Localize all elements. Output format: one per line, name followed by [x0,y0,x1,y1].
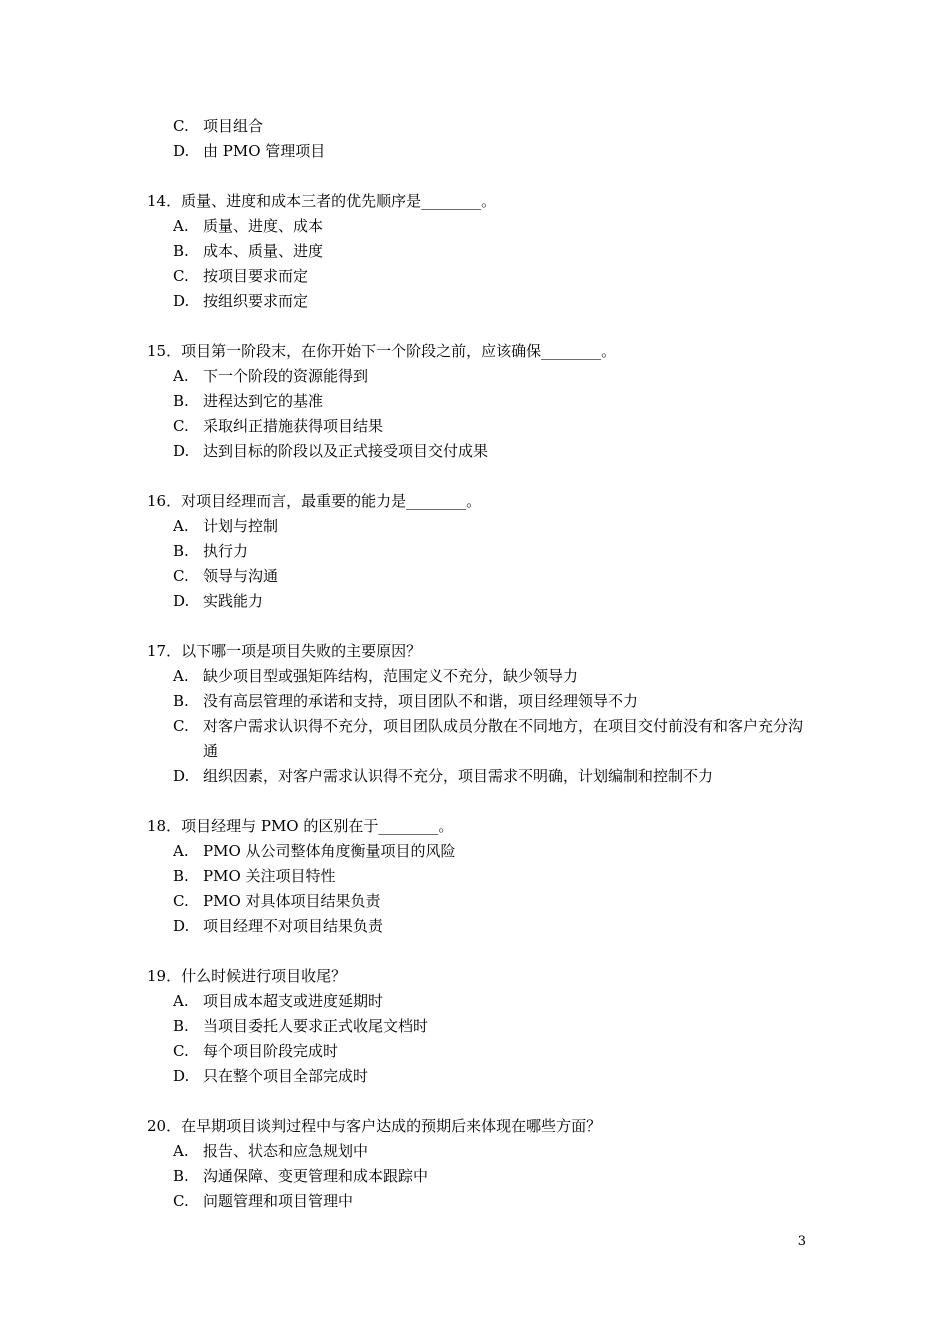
option-letter: C. [173,892,189,910]
option-list [147,839,827,939]
option-text: 按组织要求而定 [203,292,309,310]
question-block [147,639,827,789]
option-text: 只在整个项目全部完成时 [203,1067,369,1085]
option-item [147,114,827,139]
option-item [147,664,827,689]
option-letter: B. [173,542,189,560]
option-item [147,764,827,789]
option-letter: D. [173,292,190,310]
option-text: 项目成本超支或进度延期时 [203,992,384,1010]
option-text: 领导与沟通 [203,567,279,585]
question-stem: 16．对项目经理而言，最重要的能力是________。 [147,492,482,510]
question-block [147,114,827,164]
option-letter: C. [173,717,189,735]
option-letter: A. [173,667,189,685]
option-text: 报告、状态和应急规划中 [203,1142,369,1160]
option-letter: A. [173,217,189,235]
option-text: 项目组合 [203,117,264,135]
option-text: 采取纠正措施获得项目结果 [203,417,384,435]
option-item [147,589,827,614]
question-block [147,964,827,1089]
option-letter: B. [173,1017,189,1035]
option-list [147,989,827,1089]
option-text: 下一个阶段的资源能得到 [203,367,369,385]
option-item [147,914,827,939]
option-item [147,689,827,714]
option-item [147,539,827,564]
question-block [147,814,827,939]
option-text: 问题管理和项目管理中 [203,1192,354,1210]
option-letter: D. [173,592,190,610]
question-block [147,489,827,614]
option-item [147,364,827,389]
option-text: 质量、进度、成本 [203,217,324,235]
option-text: 按项目要求而定 [203,267,309,285]
question-stem: 20．在早期项目谈判过程中与客户达成的预期后来体现在哪些方面？ [147,1117,602,1135]
option-item [147,564,827,589]
option-letter: A. [173,992,189,1010]
option-item [147,264,827,289]
option-item [147,1014,827,1039]
option-text: 缺少项目型或强矩阵结构，范围定义不充分，缺少领导力 [203,667,579,685]
option-text: 执行力 [203,542,249,560]
option-text: 计划与控制 [203,517,279,535]
question-stem: 14．质量、进度和成本三者的优先顺序是________。 [147,192,497,210]
option-item [147,139,827,164]
option-letter: B. [173,392,189,410]
option-list [147,214,827,314]
question-stem: 15．项目第一阶段末，在你开始下一个阶段之前，应该确保________。 [147,342,617,360]
option-letter: D. [173,142,190,160]
option-item [147,1039,827,1064]
option-list [147,664,827,789]
option-item [147,1164,827,1189]
option-text: 达到目标的阶段以及正式接受项目交付成果 [203,442,489,460]
question-stem: 19．什么时候进行项目收尾？ [147,967,347,985]
question-block [147,1114,827,1214]
option-item [147,239,827,264]
option-text: PMO 从公司整体角度衡量项目的风险 [203,842,456,860]
option-letter: A. [173,842,189,860]
option-item [147,864,827,889]
option-letter: D. [173,1067,190,1085]
option-text: 当项目委托人要求正式收尾文档时 [203,1017,429,1035]
question-stem: 17．以下哪一项是项目失败的主要原因？ [147,642,422,660]
option-text: PMO 关注项目特性 [203,867,336,885]
option-list [147,1139,827,1214]
option-letter: C. [173,267,189,285]
option-text: 每个项目阶段完成时 [203,1042,339,1060]
question-block [147,339,827,464]
option-item [147,714,827,764]
question-stem: 18．项目经理与 PMO 的区别在于________。 [147,817,454,835]
page-number: 3 [797,1234,806,1249]
option-letter: B. [173,1167,189,1185]
option-letter: B. [173,867,189,885]
option-letter: C. [173,567,189,585]
option-text: 对客户需求认识得不充分，项目团队成员分散在不同地方，在项目交付前没有和客户充分沟通 [203,717,804,760]
option-item [147,839,827,864]
option-letter: D. [173,917,190,935]
option-text: 组织因素，对客户需求认识得不充分，项目需求不明确，计划编制和控制不力 [203,767,714,785]
option-text: 项目经理不对项目结果负责 [203,917,384,935]
option-list [147,114,827,164]
option-item [147,214,827,239]
option-letter: A. [173,1142,189,1160]
option-text: PMO 对具体项目结果负责 [203,892,381,910]
option-letter: D. [173,442,190,460]
option-letter: B. [173,242,189,260]
option-text: 成本、质量、进度 [203,242,324,260]
option-text: 实践能力 [203,592,264,610]
option-item [147,889,827,914]
option-letter: C. [173,117,189,135]
option-text: 沟通保障、变更管理和成本跟踪中 [203,1167,429,1185]
option-text: 进程达到它的基准 [203,392,324,410]
option-letter: C. [173,417,189,435]
question-list [147,114,827,1239]
option-letter: A. [173,367,189,385]
option-letter: B. [173,692,189,710]
option-letter: C. [173,1192,189,1210]
option-item [147,289,827,314]
option-item [147,1189,827,1214]
option-item [147,389,827,414]
option-item [147,1139,827,1164]
option-item [147,1064,827,1089]
option-letter: D. [173,767,190,785]
option-letter: C. [173,1042,189,1060]
option-item [147,989,827,1014]
option-text: 由 PMO 管理项目 [203,142,326,160]
option-item [147,514,827,539]
option-letter: A. [173,517,189,535]
option-text: 没有高层管理的承诺和支持，项目团队不和谐，项目经理领导不力 [203,692,639,710]
option-list [147,364,827,464]
option-item [147,414,827,439]
option-item [147,439,827,464]
question-block [147,189,827,314]
option-list [147,514,827,614]
